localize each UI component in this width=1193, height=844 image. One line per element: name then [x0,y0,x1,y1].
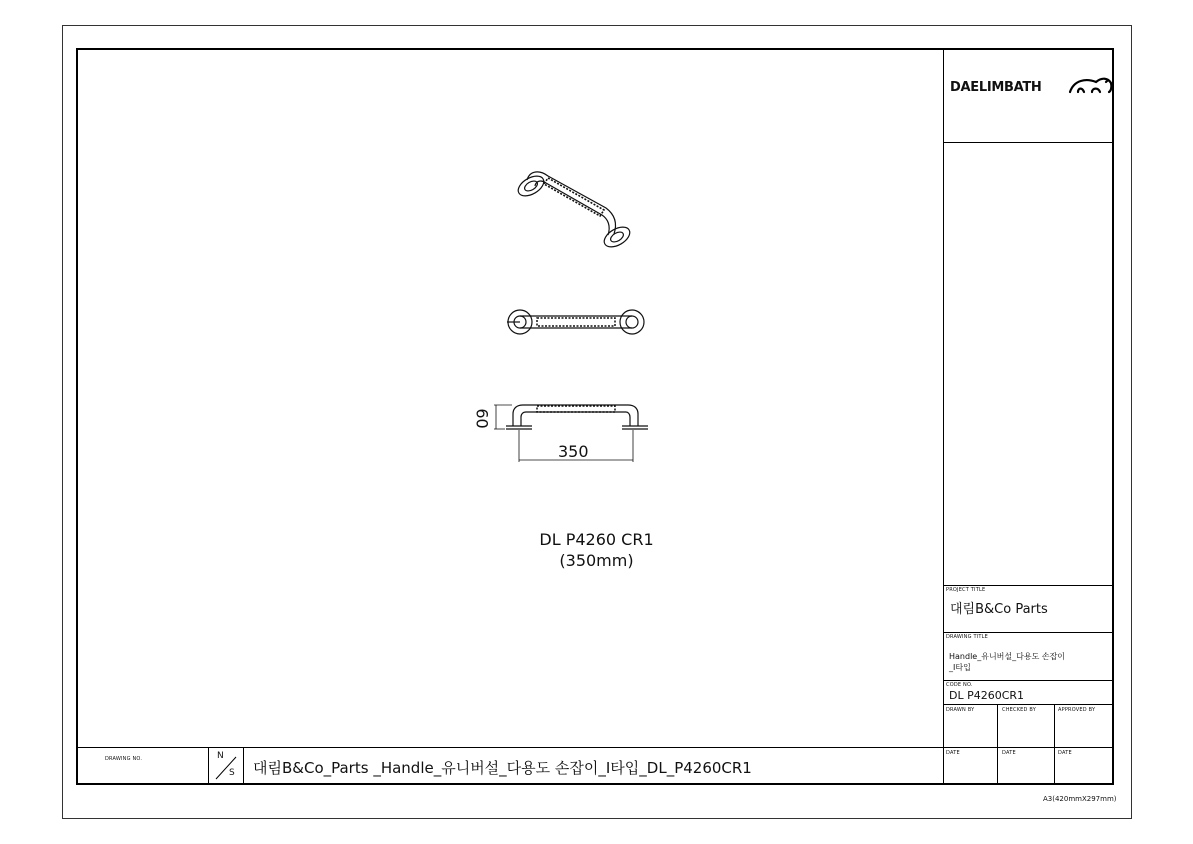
code-no-value: DL P4260CR1 [949,689,1025,702]
scale-s-label: S [229,768,235,778]
signature-row-divider [943,704,1114,705]
drawing-title-divider [943,632,1114,633]
date-label-drawn: DATE [946,750,960,756]
signature-col-divider-2 [1054,704,1055,785]
bottom-bar-divider-2 [243,747,244,785]
project-title-value: 대림B&Co Parts [950,602,1048,617]
drawing-no-value: 대림B&Co_Parts _Handle_유니버설_다용도 손잡이_I타입_DL_P4260CR1 [253,759,752,777]
product-code-caption: DL P4260 CR1 [539,530,654,549]
drawing-no-label: DRAWING NO. [105,756,143,762]
date-label-approved: DATE [1058,750,1072,756]
drawn-by-label: DRAWN BY [946,707,975,713]
checked-by-label: CHECKED BY [1002,707,1036,713]
top-view-drawing [507,310,644,334]
date-row-divider [943,747,1114,748]
length-dimension-label: 350 [558,442,589,461]
signature-col-divider-1 [997,704,998,785]
logo-text: DAELIMBATH [950,80,1042,95]
title-block-top-line [943,585,1114,586]
project-title-label: PROJECT TITLE [946,587,986,593]
sheet-size-label: A3(420mmX297mm) [1043,795,1117,803]
approved-by-label: APPROVED BY [1058,707,1096,713]
drawing-title-line1: Handle_유니버설_다용도 손잡이 [949,652,1066,661]
drawing-title-line2: _I타입 [949,663,971,672]
drawing-title-label: DRAWING TITLE [946,634,989,640]
date-label-checked: DATE [1002,750,1016,756]
scale-slash-icon [208,747,243,785]
height-dimension-label: 60 [472,408,492,429]
isometric-view-drawing [515,172,633,251]
code-no-divider [943,680,1114,681]
bottom-bar-top-line [76,747,943,748]
code-no-label: CODE NO. [946,682,973,688]
scale-n-label: N [217,751,224,761]
product-size-caption: (350mm) [559,551,634,570]
